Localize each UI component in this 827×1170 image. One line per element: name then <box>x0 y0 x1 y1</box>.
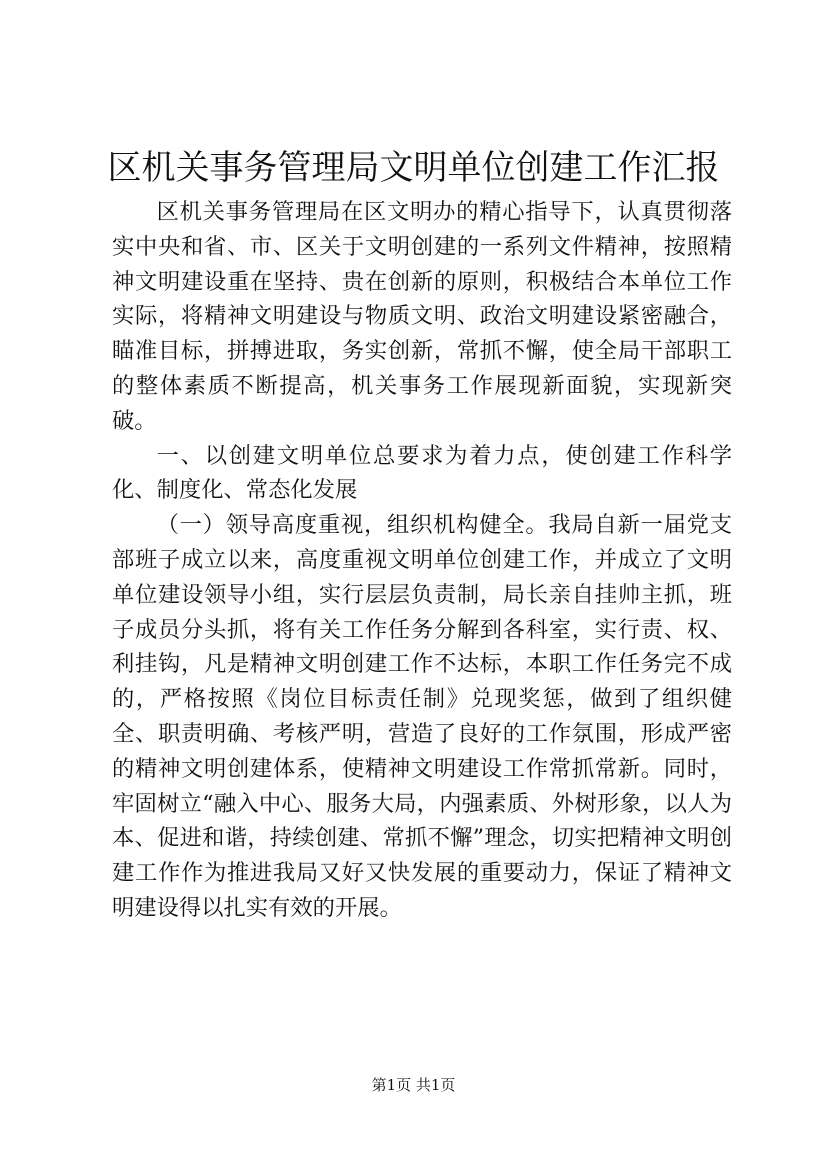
document-body <box>112 195 732 926</box>
page-footer: 第1页 共1页 <box>371 1076 456 1094</box>
paragraph-intro: 区机关事务管理局在区文明办的精心指导下，认真贯彻落实中央和省、市、区关于文明创建的一系列文件精神，按照精神文明建设重在坚持、贵在创新的原则，积极结合本单位工作实际，将精神文明建设与物质文明、政治文明建设紧密融合，瞄准目标，拼搏进取，务实创新，常抓不懈，使全局干部职工的整体素质不断提高，机关事务工作展现新面貌，实现新突破。 <box>112 199 732 434</box>
paragraph-subsection: （一）领导高度重视，组织机构健全。我局自新一届党支部班子成立以来，高度重视文明单位创建工作，并成立了文明单位建设领导小组，实行层层负责制，局长亲自挂帅主抓，班子成员分头抓，将有关工作任务分解到各科室，实行责、权、利挂钩，凡是精神文明创建工作不达标，本职工作任务完不成的，严格按照《岗位目标责任制》兑现奖惩，做到了组织健全、职责明确、考核严明，营造了良好的工作氛围，形成严密的精神文明创建体系，使精神文明建设工作常抓常新。同时，牢固树立“融入中心、服务大局，内强素质、外树形象，以人为本、促进和谐，持续创建、常抓不懈”理念，切实把精神文明创建工作作为推进我局又好又快发展的重要动力，保证了精神文明建设得以扎实有效的开展。 <box>112 512 732 921</box>
document-title: 区机关事务管理局文明单位创建工作汇报 <box>107 148 720 188</box>
paragraph-section-heading: 一、以创建文明单位总要求为着力点，使创建工作科学化、制度化、常态化发展 <box>112 442 732 504</box>
